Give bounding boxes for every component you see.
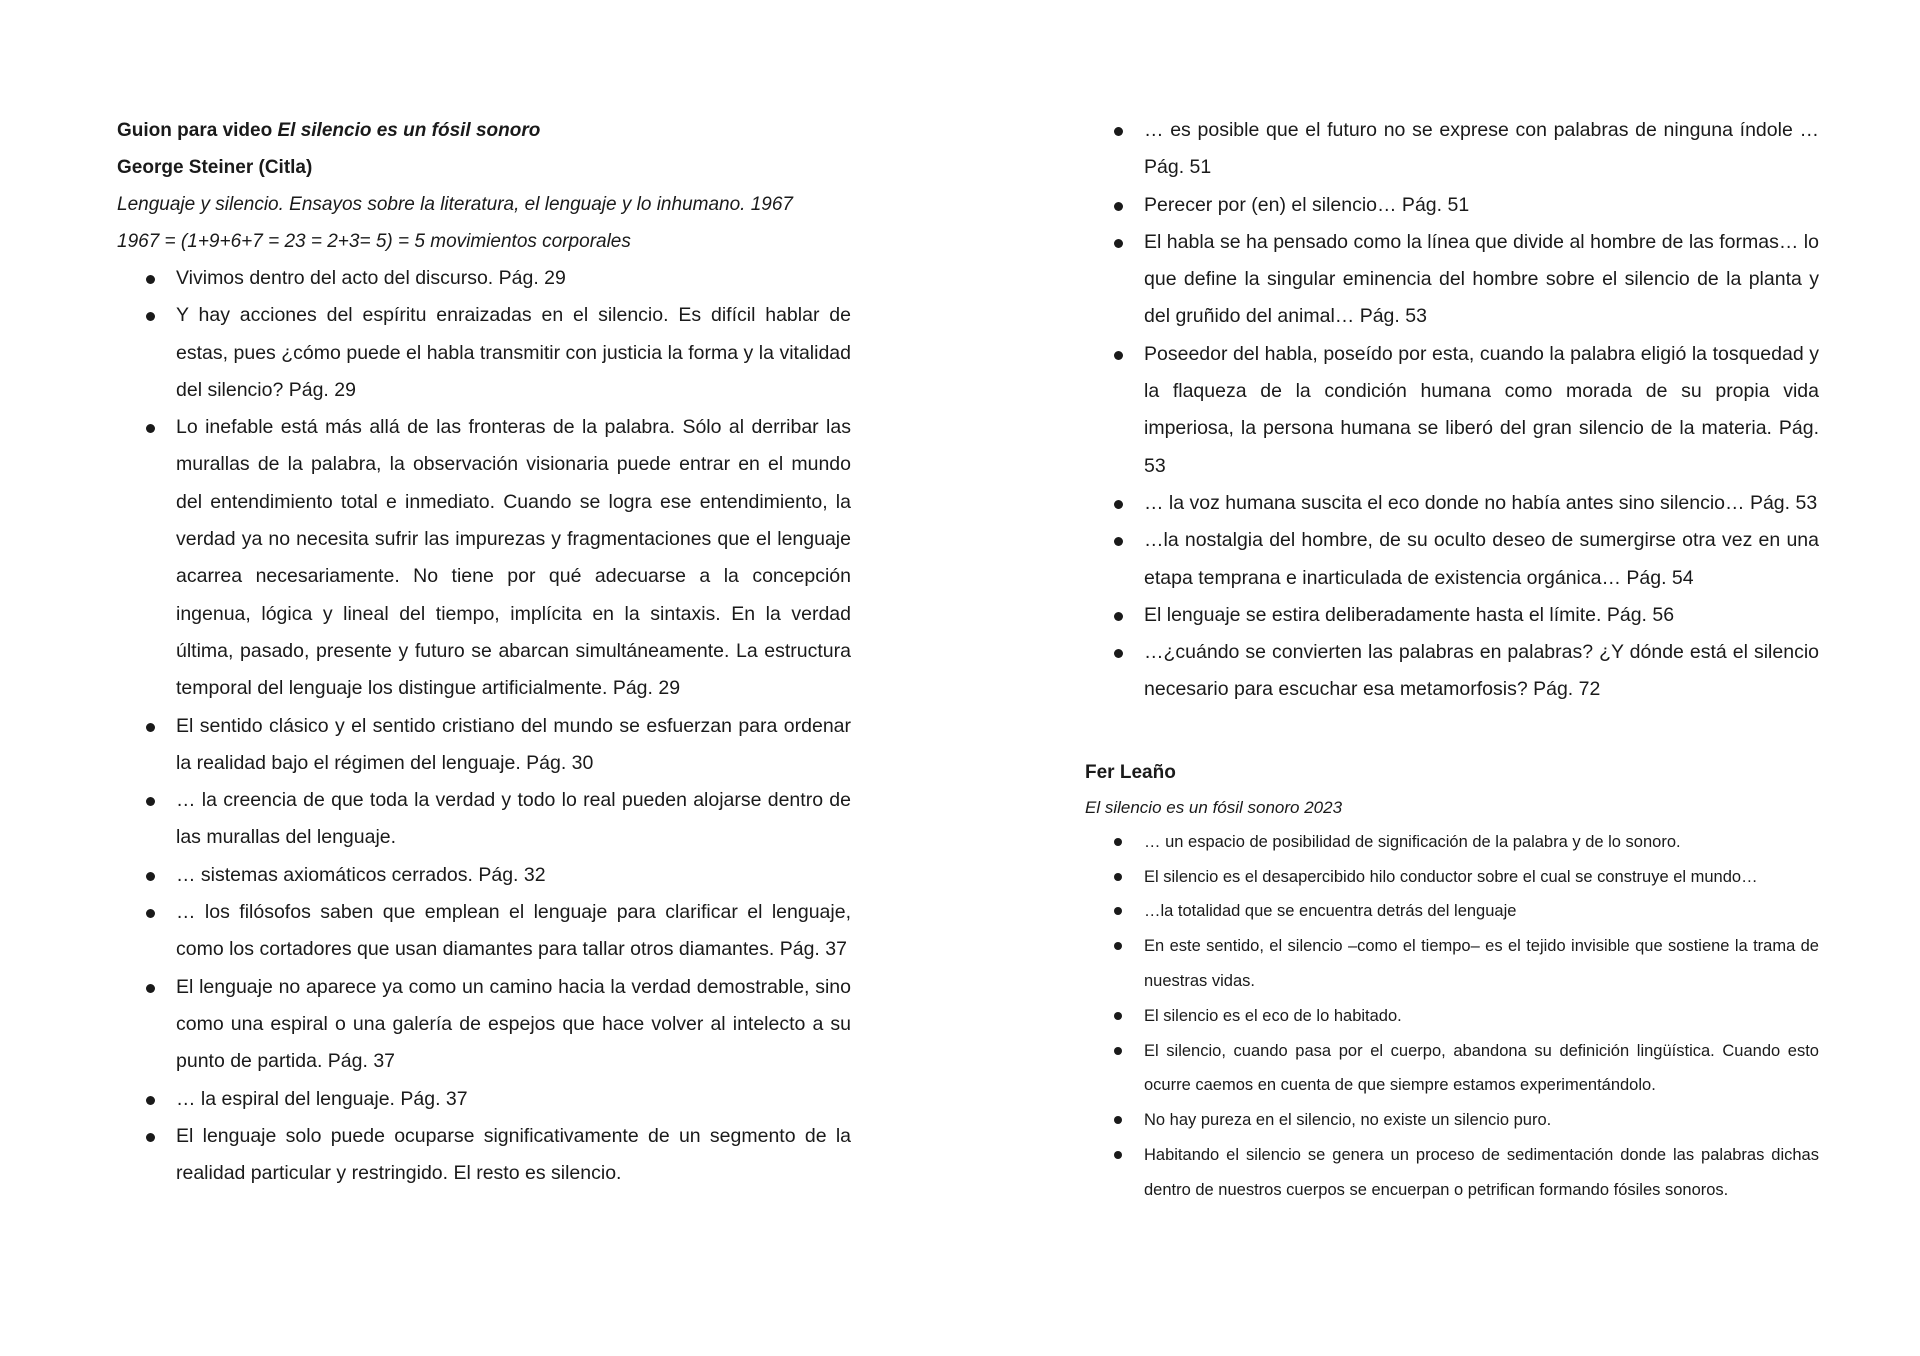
section-spacer (1085, 709, 1819, 755)
list-item: Perecer por (en) el silencio… Pág. 51 (1085, 187, 1819, 224)
bullet-icon (146, 1133, 155, 1142)
title-prefix: Guion para video (117, 120, 278, 141)
list-item: El lenguaje solo puede ocuparse significativamente de un segmento de la realidad particular y restringido. El resto es silencio. (117, 1118, 851, 1193)
list-item: El sentido clásico y el sentido cristiano del mundo se esfuerzan para ordenar la realidad bajo el régimen del lenguaje. Pág. 30 (117, 708, 851, 783)
bullet-icon (146, 909, 155, 918)
bullet-icon (1114, 537, 1123, 546)
list-item: Poseedor del habla, poseído por esta, cuando la palabra eligió la tosquedad y la flaqueza de la condición humana como morada de su propia vida imperiosa, la persona humana se liberó del gran silencio de la materia. Pág. 53 (1085, 336, 1819, 485)
list-item: El habla se ha pensado como la línea que divide al hombre de las formas… lo que define la singular eminencia del hombre sobre el silencio de la planta y del gruñido del animal… Pág. 53 (1085, 224, 1819, 336)
leano-quote-list (1085, 825, 1819, 1208)
bullet-icon (1114, 1012, 1122, 1020)
bullet-icon (146, 797, 155, 806)
bullet-icon (1114, 1047, 1122, 1055)
list-item: En este sentido, el silencio –como el tiempo– es el tejido invisible que sostiene la trama de nuestras vidas. (1085, 929, 1819, 999)
list-item: Y hay acciones del espíritu enraizadas en el silencio. Es difícil hablar de estas, pues ¿cómo puede el habla transmitir con justicia la forma y la vitalidad del silencio? Pág. 29 (117, 297, 851, 409)
bullet-icon (146, 1096, 155, 1105)
bullet-icon (146, 984, 155, 993)
bullet-icon (1114, 1151, 1122, 1159)
right-column (1085, 112, 1819, 1208)
list-item: Vivimos dentro del acto del discurso. Pág. 29 (117, 260, 851, 297)
bullet-icon (1114, 1116, 1122, 1124)
list-item: … los filósofos saben que emplean el lenguaje para clarificar el lenguaje, como los cortadores que usan diamantes para tallar otros diamantes. Pág. 37 (117, 894, 851, 969)
title-italic: El silencio es un fósil sonoro (277, 120, 541, 141)
list-item: … la voz humana suscita el eco donde no había antes sino silencio… Pág. 53 (1085, 485, 1819, 522)
document-title (117, 112, 851, 149)
bullet-icon (1114, 942, 1122, 950)
steiner-quote-list-continued (1085, 112, 1819, 709)
bullet-icon (1114, 239, 1123, 248)
list-item: …la totalidad que se encuentra detrás del lenguaje (1085, 894, 1819, 929)
bullet-icon (1114, 127, 1123, 136)
second-work-title: El silencio es un fósil sonoro 2023 (1085, 797, 1343, 817)
bullet-icon (146, 424, 155, 433)
list-item: El lenguaje no aparece ya como un camino hacia la verdad demostrable, sino como una espiral o una galería de espejos que hace volver al intelecto a su punto de partida. Pág. 37 (117, 969, 851, 1081)
list-item: … la espiral del lenguaje. Pág. 37 (117, 1081, 851, 1118)
numerology-formula: 1967 = (1+9+6+7 = 23 = 2+3= 5) = 5 movimientos corporales (117, 231, 631, 252)
bullet-icon (1114, 202, 1123, 211)
list-item: Lo inefable está más allá de las fronteras de la palabra. Sólo al derribar las murallas de la palabra, la observación visionaria puede entrar en el mundo del entendimiento total e inmediato. Cuando se logra ese entendimiento, la verdad ya no necesita sufrir las impurezas y fragmentaciones que el lenguaje acarrea necesariamente. No tiene por qué adecuarse a la concepción ingenua, lógica y lineal del tiempo, implícita en la sintaxis. En la verdad última, pasado, presente y futuro se abarcan simultáneamente. La estructura temporal del lenguaje los distingue artificialmente. Pág. 29 (117, 409, 851, 707)
list-item: …¿cuándo se convierten las palabras en palabras? ¿Y dónde está el silencio necesario para escuchar esa metamorfosis? Pág. 72 (1085, 634, 1819, 709)
steiner-quote-list (117, 260, 851, 1192)
bullet-icon (1114, 351, 1123, 360)
bullet-icon (146, 723, 155, 732)
list-item: Habitando el silencio se genera un proceso de sedimentación donde las palabras dichas dentro de nuestros cuerpos se encuerpan o petrifican formando fósiles sonoros. (1085, 1138, 1819, 1208)
bullet-icon (1114, 838, 1122, 846)
bullet-icon (1114, 649, 1123, 658)
list-item: El silencio es el eco de lo habitado. (1085, 999, 1819, 1034)
bullet-icon (146, 872, 155, 881)
left-column (117, 112, 851, 1192)
list-item: … sistemas axiomáticos cerrados. Pág. 32 (117, 857, 851, 894)
list-item: El silencio, cuando pasa por el cuerpo, abandona su definición lingüística. Cuando esto ocurre caemos en cuenta de que siempre estamos experimentándolo. (1085, 1034, 1819, 1104)
list-item: El silencio es el desapercibido hilo conductor sobre el cual se construye el mundo… (1085, 860, 1819, 895)
bullet-icon (1114, 907, 1122, 915)
list-item: El lenguaje se estira deliberadamente hasta el límite. Pág. 56 (1085, 597, 1819, 634)
author-name: George Steiner (Citla) (117, 157, 313, 178)
book-title: Lenguaje y silencio. Ensayos sobre la literatura, el lenguaje y lo inhumano. 1967 (117, 194, 793, 215)
bullet-icon (1114, 873, 1122, 881)
list-item: …la nostalgia del hombre, de su oculto deseo de sumergirse otra vez en una etapa temprana e inarticulada de existencia orgánica… Pág. 54 (1085, 522, 1819, 597)
list-item: … un espacio de posibilidad de significación de la palabra y de lo sonoro. (1085, 825, 1819, 860)
list-item: No hay pureza en el silencio, no existe un silencio puro. (1085, 1103, 1819, 1138)
second-author-name: Fer Leaño (1085, 761, 1176, 783)
list-item: … la creencia de que toda la verdad y todo lo real pueden alojarse dentro de las murallas del lenguaje. (117, 782, 851, 857)
bullet-icon (1114, 612, 1123, 621)
bullet-icon (1114, 500, 1123, 509)
list-item: … es posible que el futuro no se exprese con palabras de ninguna índole … Pág. 51 (1085, 112, 1819, 187)
bullet-icon (146, 275, 155, 284)
bullet-icon (146, 312, 155, 321)
